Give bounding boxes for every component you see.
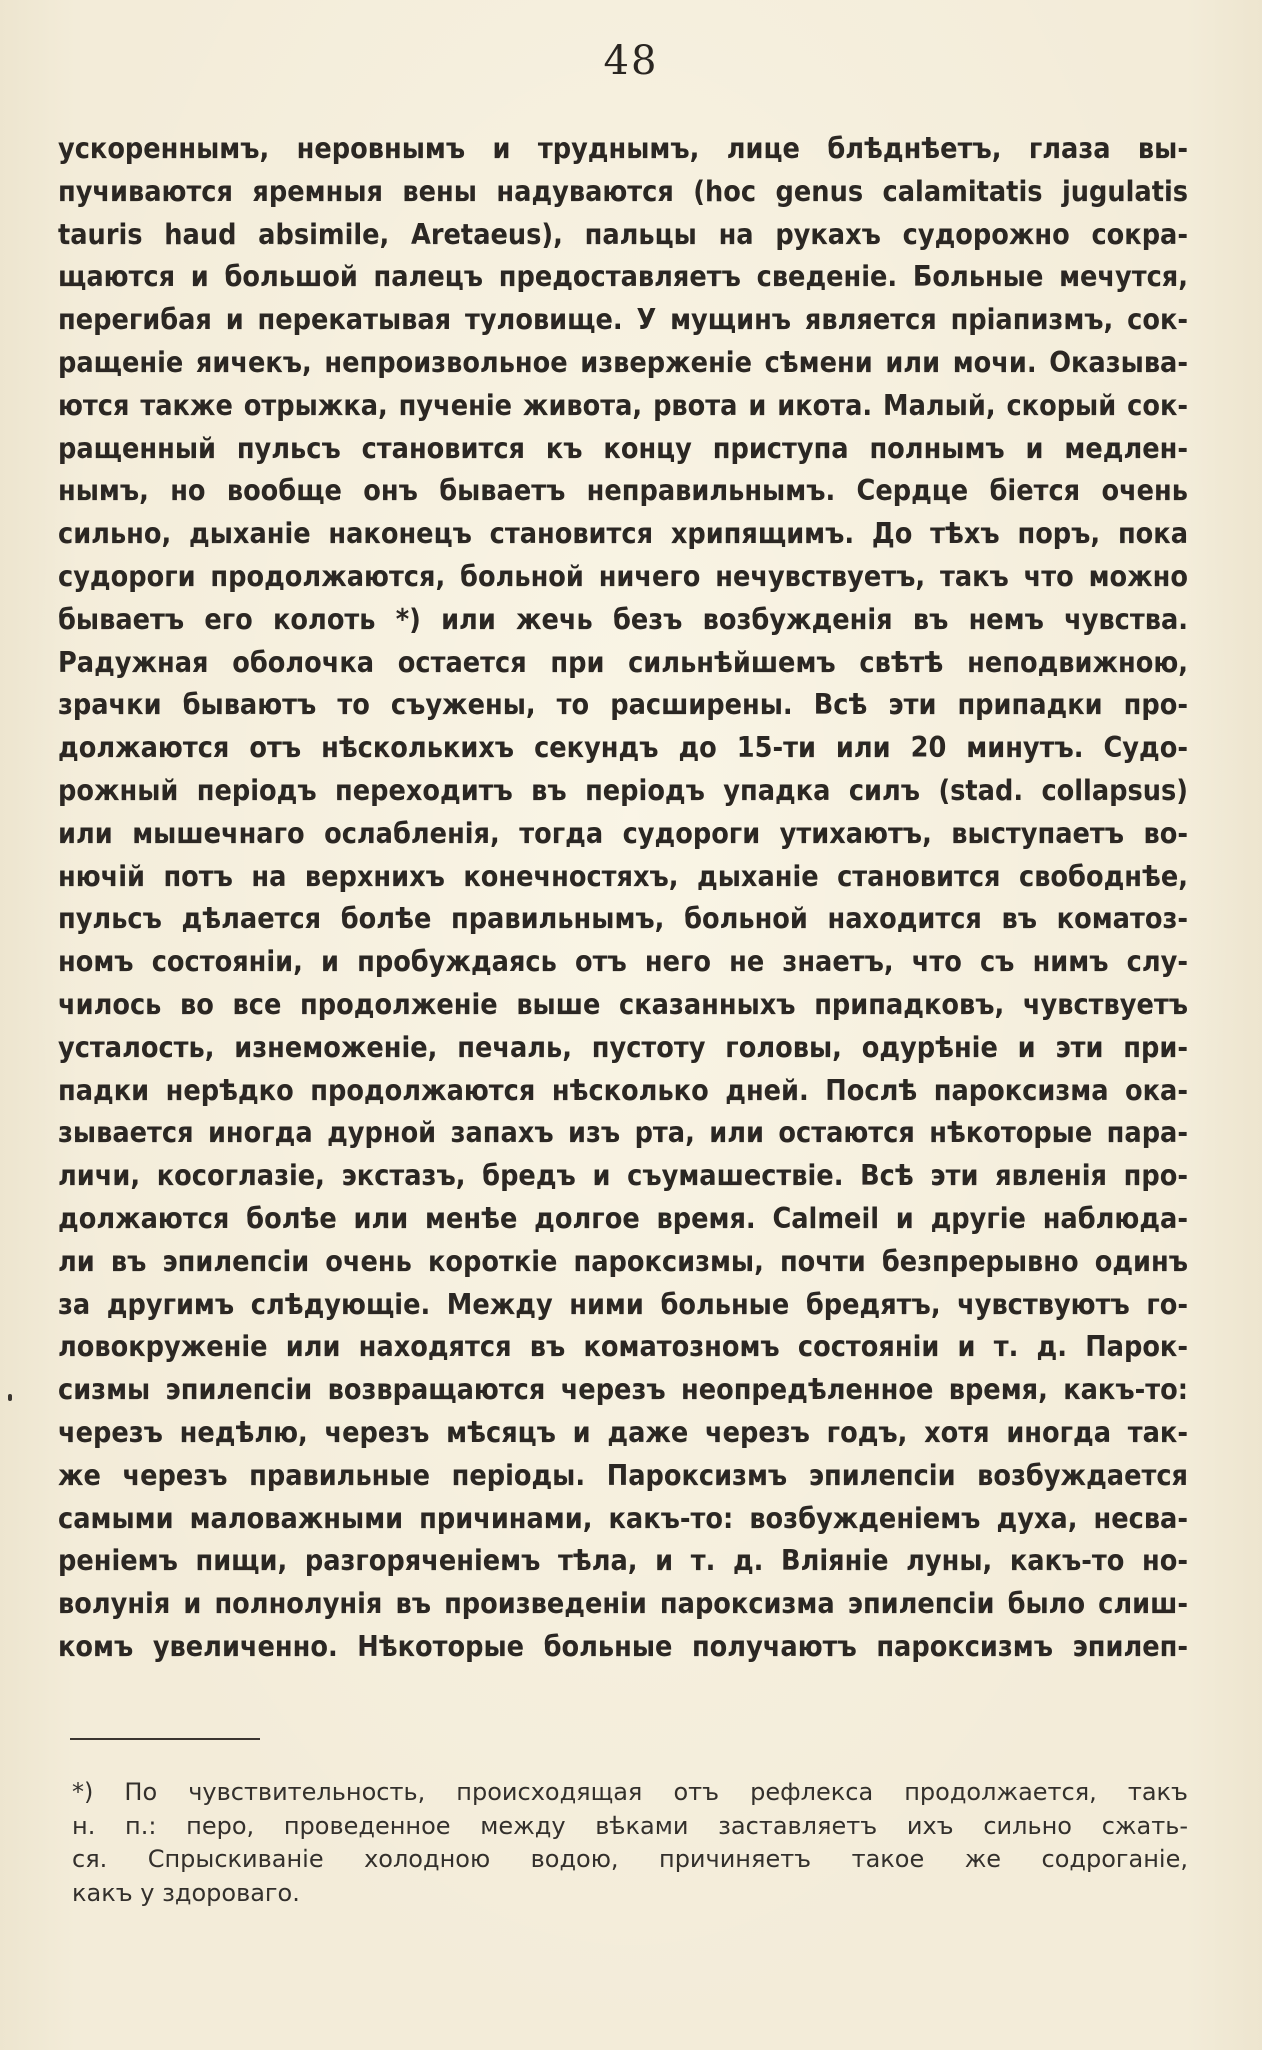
footnote-line: н. п.: перо, проведенное между вѣками заставляетъ ихъ сильно сжать- <box>72 1811 1188 1840</box>
page-number: 48 <box>603 38 659 84</box>
body-line: должаются отъ нѣсколькихъ секундъ до 15-ти или 20 минутъ. Судо- <box>58 731 1188 765</box>
body-line: ускореннымъ, неровнымъ и труднымъ, лице блѣднѣетъ, глаза вы- <box>58 132 1188 165</box>
body-line: судороги продолжаются, больной ничего нечувствуетъ, такъ что можно <box>58 559 1188 593</box>
body-line: номъ состояніи, и пробуждаясь отъ него не знаетъ, что съ нимъ слу- <box>58 945 1188 979</box>
footnote-line: *) По чувствительность, происходящая отъ рефлекса продолжается, такъ <box>72 1778 1188 1806</box>
body-line: должаются болѣе или менѣе долгое время. Calmeil и другіе наблюда- <box>58 1201 1188 1235</box>
body-text <box>58 128 1188 1669</box>
body-line: tauris haud absimile, Aretaeus), пальцы на рукахъ судорожно сокра- <box>58 217 1188 251</box>
body-line: личи, косоглазіе, экстазъ, бредъ и съумашествіе. Всѣ эти явленія про- <box>58 1159 1188 1193</box>
body-line: ловокруженіе или находятся въ коматозномъ состояніи и т. д. Парок- <box>58 1330 1188 1364</box>
footnote-line: какъ у здороваго. <box>72 1878 300 1907</box>
body-line: реніемъ пищи, разгоряченіемъ тѣла, и т. д. Вліяніе луны, какъ-то но- <box>58 1544 1188 1578</box>
body-line: сизмы эпилепсіи возвращаются черезъ неопредѣленное время, какъ-то: <box>58 1373 1188 1407</box>
body-line: сильно, дыханіе наконецъ становится хрипящимъ. До тѣхъ поръ, пока <box>58 517 1188 551</box>
body-line: усталость, изнеможеніе, печаль, пустоту головы, одурѣніе и эти при- <box>58 1030 1188 1064</box>
body-line: перегибая и перекатывая туловище. У мущинъ является пріапизмъ, сок- <box>58 303 1188 337</box>
body-line: или мышечнаго ослабленія, тогда судороги утихаютъ, выступаетъ во- <box>58 816 1188 850</box>
body-line: чилось во все продолженіе выше сказанныхъ припадковъ, чувствуетъ <box>58 987 1188 1021</box>
body-line: рожный періодъ переходитъ въ періодъ упадка силъ (stad. collapsus) <box>58 773 1188 807</box>
footnote-line: ся. Спрыскиваніе холодною водою, причиняетъ такое же содроганіе, <box>72 1845 1188 1873</box>
body-line: падки нерѣдко продолжаются нѣсколько дней. Послѣ пароксизма ока- <box>58 1073 1188 1107</box>
body-line: зывается иногда дурной запахъ изъ рта, или остаются нѣкоторые пара- <box>58 1116 1188 1150</box>
body-line: пульсъ дѣлается болѣе правильнымъ, больной находится въ коматоз- <box>58 902 1188 936</box>
body-line: ращенный пульсъ становится къ концу приступа полнымъ и медлен- <box>58 431 1188 465</box>
margin-mark <box>8 1394 12 1401</box>
body-line: бываетъ его колоть *) или жечь безъ возбужденія въ немъ чувства. <box>58 602 1188 636</box>
footnote <box>72 1776 1188 1910</box>
body-line: же черезъ правильные періоды. Пароксизмъ эпилепсіи возбуждается <box>58 1458 1188 1492</box>
body-line: за другимъ слѣдующіе. Между ними больные бредятъ, чувствуютъ го- <box>58 1287 1188 1321</box>
body-line: ращеніе яичекъ, непроизвольное изверженіе сѣмени или мочи. Оказыва- <box>58 345 1188 379</box>
body-line: комъ увеличенно. Нѣкоторые больные получаютъ пароксизмъ эпилеп- <box>58 1629 1188 1663</box>
body-line: нючій потъ на верхнихъ конечностяхъ, дыханіе становится свободнѣе, <box>58 859 1188 893</box>
body-line: ются также отрыжка, пученіе живота, рвота и икота. Малый, скорый сок- <box>58 388 1188 422</box>
footnote-divider <box>70 1738 260 1740</box>
body-line: ли въ эпилепсіи очень короткіе пароксизмы, почти безпрерывно одинъ <box>58 1244 1188 1278</box>
body-line: Радужная оболочка остается при сильнѣйшемъ свѣтѣ неподвижною, <box>58 645 1188 679</box>
body-line: самыми маловажными причинами, какъ-то: возбужденіемъ духа, несва- <box>58 1501 1188 1535</box>
body-line: зрачки бываютъ то съужены, то расширены. Всѣ эти припадки про- <box>58 688 1188 722</box>
body-line: пучиваются яремныя вены надуваются (hoc genus calamitatis jugulatis <box>58 174 1188 208</box>
body-line: волунія и полнолунія въ произведеніи пароксизма эпилепсіи было слиш- <box>58 1587 1188 1621</box>
body-line: щаются и большой палецъ предоставляетъ сведеніе. Больные мечутся, <box>58 260 1188 294</box>
body-line: нымъ, но вообще онъ бываетъ неправильнымъ. Сердце біется очень <box>58 474 1188 508</box>
body-line: черезъ недѣлю, черезъ мѣсяцъ и даже черезъ годъ, хотя иногда так- <box>58 1415 1188 1449</box>
